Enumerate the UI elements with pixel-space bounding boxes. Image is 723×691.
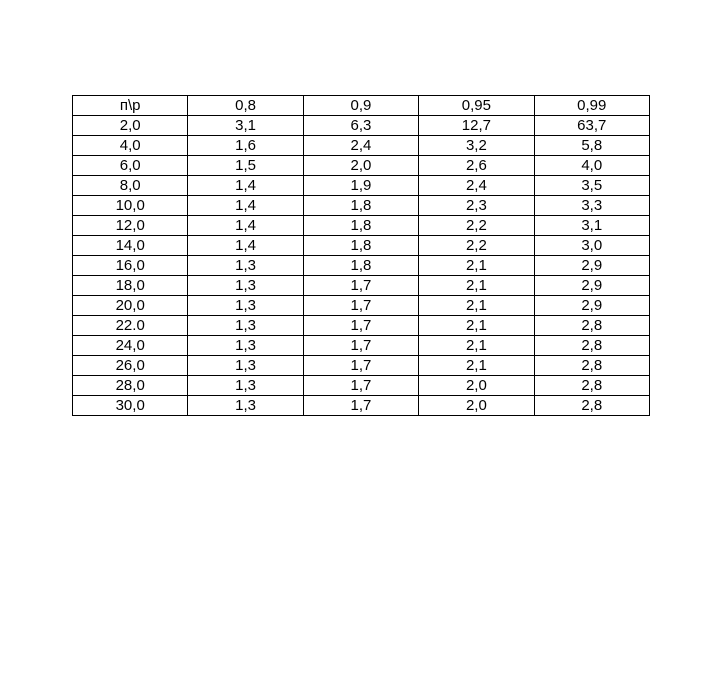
table-cell: 2,9 xyxy=(534,256,649,276)
table-cell: 1,7 xyxy=(303,316,418,336)
table-row xyxy=(73,136,650,156)
row-label-cell: 2,0 xyxy=(73,116,188,136)
table-cell: 1,3 xyxy=(188,296,303,316)
table-cell: 1,3 xyxy=(188,356,303,376)
row-label-cell: 20,0 xyxy=(73,296,188,316)
table-row xyxy=(73,156,650,176)
table-body xyxy=(73,96,650,416)
table-cell: 2,4 xyxy=(303,136,418,156)
table-cell: 1,4 xyxy=(188,196,303,216)
table-row xyxy=(73,316,650,336)
table-cell: 1,3 xyxy=(188,316,303,336)
table-cell: 2,6 xyxy=(419,156,534,176)
table-cell: 0,8 xyxy=(188,96,303,116)
table-cell: 3,1 xyxy=(534,216,649,236)
table-row xyxy=(73,196,650,216)
table-cell: 1,3 xyxy=(188,336,303,356)
table-cell: 2,3 xyxy=(419,196,534,216)
table-cell: 63,7 xyxy=(534,116,649,136)
row-label-cell: 26,0 xyxy=(73,356,188,376)
table-row xyxy=(73,356,650,376)
table-cell: 1,7 xyxy=(303,276,418,296)
row-label-cell: 24,0 xyxy=(73,336,188,356)
table-cell: 1,8 xyxy=(303,216,418,236)
table-cell: 2,2 xyxy=(419,236,534,256)
table-cell: 3,5 xyxy=(534,176,649,196)
table-cell: 1,8 xyxy=(303,236,418,256)
row-label-cell: п\p xyxy=(73,96,188,116)
table-cell: 1,3 xyxy=(188,256,303,276)
table-cell: 2,9 xyxy=(534,276,649,296)
table-row xyxy=(73,116,650,136)
table-cell: 2,1 xyxy=(419,356,534,376)
row-label-cell: 4,0 xyxy=(73,136,188,156)
table-cell: 1,8 xyxy=(303,196,418,216)
table-row xyxy=(73,296,650,316)
table-row xyxy=(73,176,650,196)
table-cell: 1,7 xyxy=(303,296,418,316)
table-cell: 2,1 xyxy=(419,336,534,356)
table-cell: 2,1 xyxy=(419,296,534,316)
table-cell: 1,8 xyxy=(303,256,418,276)
table-cell: 12,7 xyxy=(419,116,534,136)
table-cell: 1,4 xyxy=(188,216,303,236)
table-cell: 3,3 xyxy=(534,196,649,216)
table-cell: 6,3 xyxy=(303,116,418,136)
table-row xyxy=(73,336,650,356)
table-cell: 2,4 xyxy=(419,176,534,196)
table-cell: 2,8 xyxy=(534,396,649,416)
table-cell: 1,4 xyxy=(188,236,303,256)
table-cell: 0,95 xyxy=(419,96,534,116)
table-cell: 3,0 xyxy=(534,236,649,256)
table-row xyxy=(73,376,650,396)
table-row xyxy=(73,256,650,276)
table-cell: 1,3 xyxy=(188,376,303,396)
table-cell: 1,3 xyxy=(188,276,303,296)
row-label-cell: 28,0 xyxy=(73,376,188,396)
table-row xyxy=(73,236,650,256)
table-cell: 3,1 xyxy=(188,116,303,136)
table-cell: 2,0 xyxy=(303,156,418,176)
table-row xyxy=(73,276,650,296)
table-cell: 2,8 xyxy=(534,316,649,336)
values-table xyxy=(72,95,650,416)
table-cell: 1,7 xyxy=(303,376,418,396)
table-cell: 0,9 xyxy=(303,96,418,116)
header-row xyxy=(73,96,650,116)
table-cell: 2,0 xyxy=(419,396,534,416)
row-label-cell: 22.0 xyxy=(73,316,188,336)
table-cell: 0,99 xyxy=(534,96,649,116)
table-cell: 2,1 xyxy=(419,256,534,276)
table-cell: 1,5 xyxy=(188,156,303,176)
table-row xyxy=(73,216,650,236)
table-cell: 1,7 xyxy=(303,356,418,376)
row-label-cell: 6,0 xyxy=(73,156,188,176)
table-cell: 2,9 xyxy=(534,296,649,316)
row-label-cell: 8,0 xyxy=(73,176,188,196)
table-cell: 5,8 xyxy=(534,136,649,156)
table-cell: 3,2 xyxy=(419,136,534,156)
table-cell: 2,1 xyxy=(419,276,534,296)
table-cell: 1,7 xyxy=(303,396,418,416)
table-cell: 4,0 xyxy=(534,156,649,176)
table-cell: 2,2 xyxy=(419,216,534,236)
row-label-cell: 12,0 xyxy=(73,216,188,236)
table-cell: 1,4 xyxy=(188,176,303,196)
table-cell: 2,8 xyxy=(534,356,649,376)
table-row xyxy=(73,396,650,416)
table-cell: 2,1 xyxy=(419,316,534,336)
row-label-cell: 18,0 xyxy=(73,276,188,296)
table-cell: 1,3 xyxy=(188,396,303,416)
row-label-cell: 14,0 xyxy=(73,236,188,256)
table-cell: 2,8 xyxy=(534,376,649,396)
table-cell: 1,9 xyxy=(303,176,418,196)
row-label-cell: 30,0 xyxy=(73,396,188,416)
table-cell: 2,8 xyxy=(534,336,649,356)
row-label-cell: 16,0 xyxy=(73,256,188,276)
table-cell: 1,7 xyxy=(303,336,418,356)
table-cell: 2,0 xyxy=(419,376,534,396)
table-cell: 1,6 xyxy=(188,136,303,156)
row-label-cell: 10,0 xyxy=(73,196,188,216)
